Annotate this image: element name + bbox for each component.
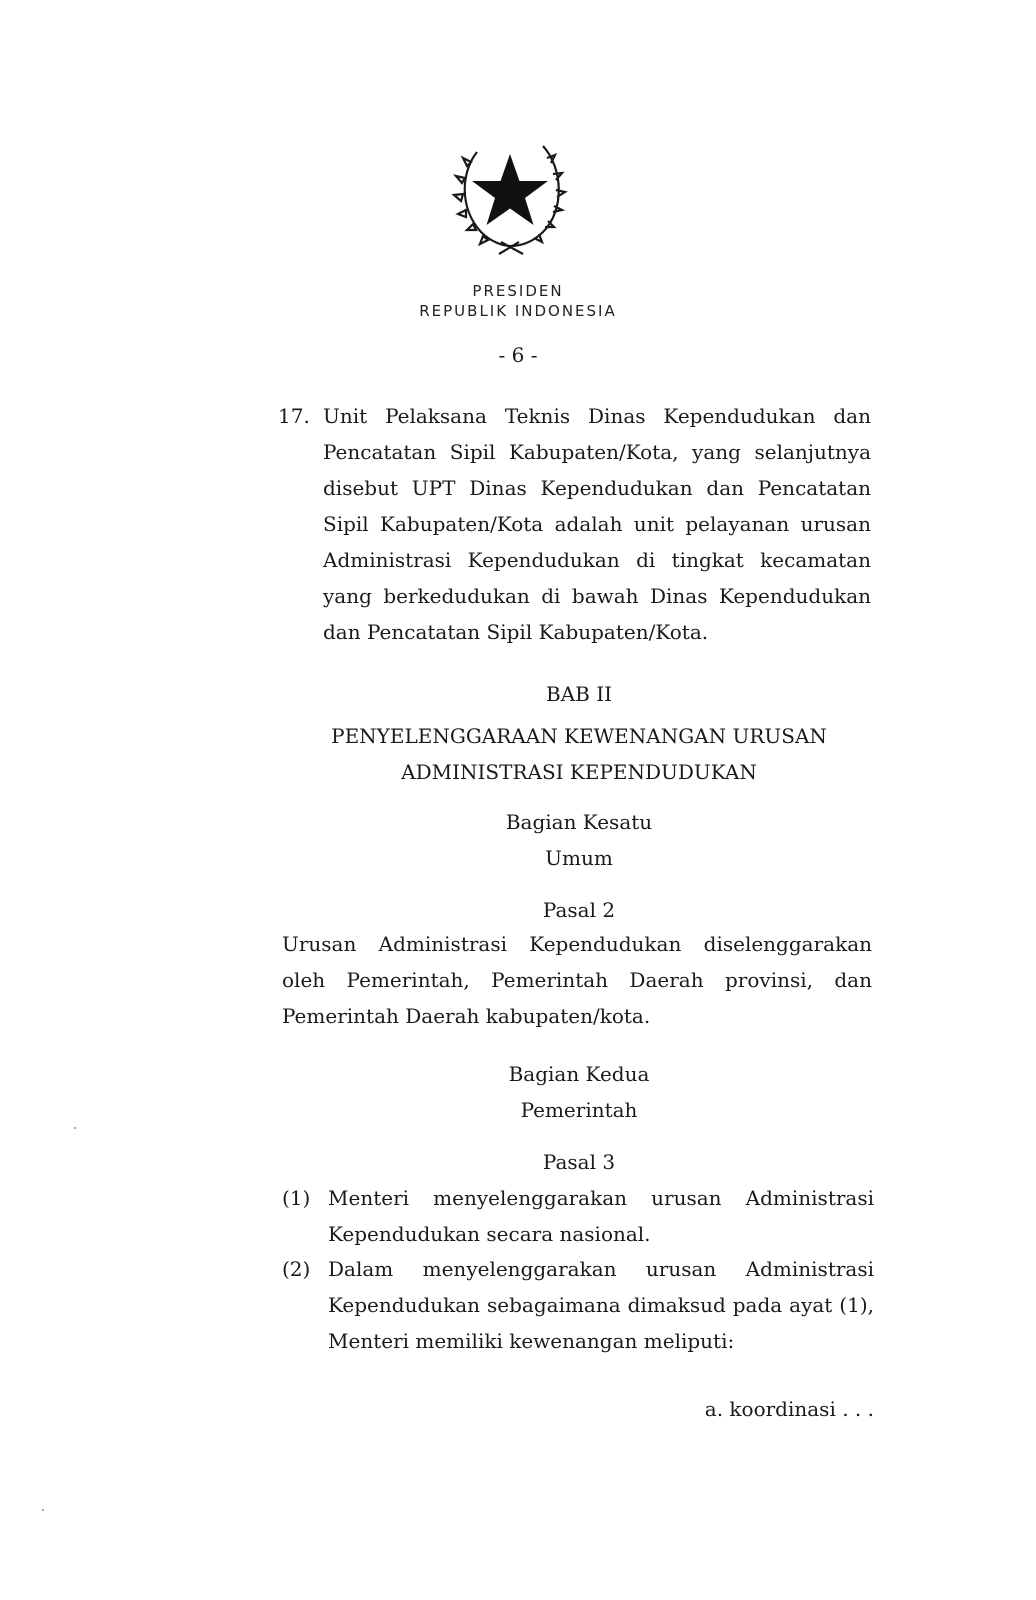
item-17-text: Unit Pelaksana Teknis Dinas Kependudukan dan Pencatatan Sipil Kabupaten/Kota, yang selanjutnya disebut UPT Dinas Kependudukan dan Pencatatan Sipil Kabupaten/Kota adalah unit pelayanan urusan Administrasi Kependudukan di tingkat kecamatan yang berkedudukan di bawah Dinas Kependudukan dan Pencatatan Sipil Kabupaten/Kota. — [323, 404, 871, 644]
bagian-kesatu-label: Bagian Kesatu — [505, 810, 653, 834]
presidential-star-emblem-icon — [447, 132, 573, 258]
bagian-kedua-label: Bagian Kedua — [508, 1062, 650, 1086]
pasal-2-text: Urusan Administrasi Kependudukan diselenggarakan oleh Pemerintah, Pemerintah Daerah provinsi, dan Pemerintah Daerah kabupaten/kota. — [282, 932, 872, 1028]
bab-title-line2: ADMINISTRASI KEPENDUDUKAN — [401, 760, 757, 784]
bagian-kesatu-title: Umum — [545, 846, 613, 870]
continuation-text: a. koordinasi . . . — [704, 1397, 874, 1421]
bagian-kedua-title: Pemerintah — [520, 1098, 638, 1122]
page-number: - 6 - — [498, 343, 538, 367]
ayat-1-number: (1) — [282, 1186, 311, 1210]
scan-speck — [74, 1127, 76, 1129]
header-presiden: PRESIDEN — [472, 282, 564, 300]
pasal-3-label: Pasal 3 — [542, 1150, 616, 1174]
header-republik-indonesia: REPUBLIK INDONESIA — [419, 302, 617, 320]
scan-speck — [42, 1509, 44, 1511]
pasal-2-label: Pasal 2 — [542, 898, 616, 922]
ayat-1-text: Menteri menyelenggarakan urusan Administrasi Kependudukan secara nasional. — [328, 1186, 874, 1246]
bab-title-line1: PENYELENGGARAAN KEWENANGAN URUSAN — [331, 724, 827, 748]
item-number: 17. — [278, 404, 310, 428]
bab-label: BAB II — [546, 682, 612, 706]
ayat-2-number: (2) — [282, 1257, 311, 1281]
ayat-2-text: Dalam menyelenggarakan urusan Administrasi Kependudukan sebagaimana dimaksud pada ayat (1), Menteri memiliki kewenangan meliputi: — [328, 1257, 874, 1353]
